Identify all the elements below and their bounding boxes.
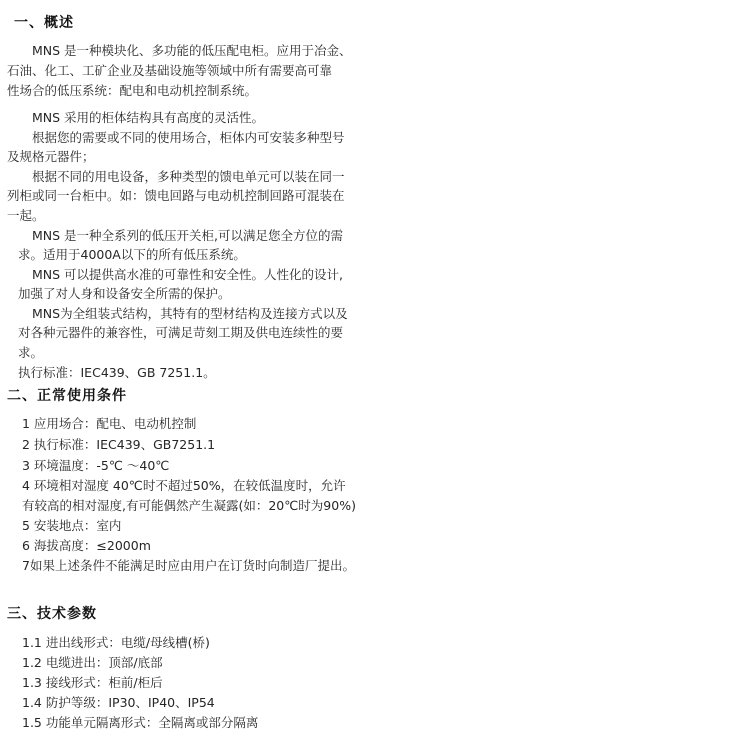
condition-item: 4 环境相对湿度 40℃时不超过50%，在较低温度时，允许 — [22, 478, 346, 493]
section-heading-overview: 一、概述 — [14, 15, 74, 31]
paragraph-line: 列柜或同一台柜中。如：馈电回路与电动机控制回路可混装在 — [7, 188, 345, 203]
parameter-item: 1.1 进出线形式：电缆/母线槽(桥) — [22, 635, 210, 650]
parameter-item: 1.5 功能单元隔离形式：全隔离或部分隔离 — [22, 715, 259, 730]
parameter-item: 1.3 接线形式：柜前/柜后 — [22, 675, 163, 690]
paragraph-line: 根据不同的用电设备，多种类型的馈电单元可以装在同一 — [32, 169, 345, 184]
paragraph-line: MNS 是一种模块化、多功能的低压配电柜。应用于冶金、 — [32, 43, 352, 58]
paragraph-line: 一起。 — [7, 208, 45, 223]
condition-item: 7如果上述条件不能满足时应由用户在订货时向制造厂提出。 — [22, 558, 355, 573]
paragraph-line: MNS 采用的柜体结构具有高度的灵活性。 — [32, 110, 265, 125]
condition-item: 5 安装地点：室内 — [22, 518, 122, 533]
paragraph-line: 性场合的低压系统：配电和电动机控制系统。 — [7, 83, 258, 98]
paragraph-line: 及规格元器件； — [7, 149, 95, 164]
paragraph-line: 对各种元器件的兼容性，可满足苛刻工期及供电连续性的要 — [18, 325, 344, 340]
paragraph-line: MNS 是一种全系列的低压开关柜,可以满足您全方位的需 — [32, 228, 344, 243]
paragraph-line: 执行标准：IEC439、GB 7251.1。 — [18, 365, 216, 380]
paragraph-line: MNS 可以提供高水准的可靠性和安全性。人性化的设计, — [32, 267, 344, 282]
paragraph-line: 求。 — [18, 345, 44, 360]
condition-item: 6 海拔高度：≤2000m — [22, 538, 151, 553]
condition-item: 2 执行标准：IEC439、GB7251.1 — [22, 437, 216, 452]
condition-item: 1 应用场合：配电、电动机控制 — [22, 416, 197, 431]
section-heading-operating-conditions: 二、正常使用条件 — [7, 388, 127, 404]
section-heading-technical-parameters: 三、技术参数 — [7, 606, 97, 622]
paragraph-line: 根据您的需要或不同的使用场合，柜体内可安装多种型号 — [32, 130, 345, 145]
condition-item: 3 环境温度：-5℃ ～40℃ — [22, 458, 170, 473]
paragraph-line: 加强了对人身和设备安全所需的保护。 — [18, 286, 231, 301]
parameter-item: 1.4 防护等级：IP30、IP40、IP54 — [22, 695, 215, 710]
paragraph-line: MNS为全组装式结构，其特有的型材结构及连接方式以及 — [32, 306, 348, 321]
parameter-item: 1.2 电缆进出：顶部/底部 — [22, 655, 163, 670]
paragraph-line: 石油、化工、工矿企业及基础设施等领域中所有需要高可靠 — [7, 63, 333, 78]
condition-item: 有较高的相对湿度,有可能偶然产生凝露(如：20℃时为90%) — [22, 498, 356, 513]
paragraph-line: 求。适用于4000A以下的所有低压系统。 — [18, 247, 246, 262]
